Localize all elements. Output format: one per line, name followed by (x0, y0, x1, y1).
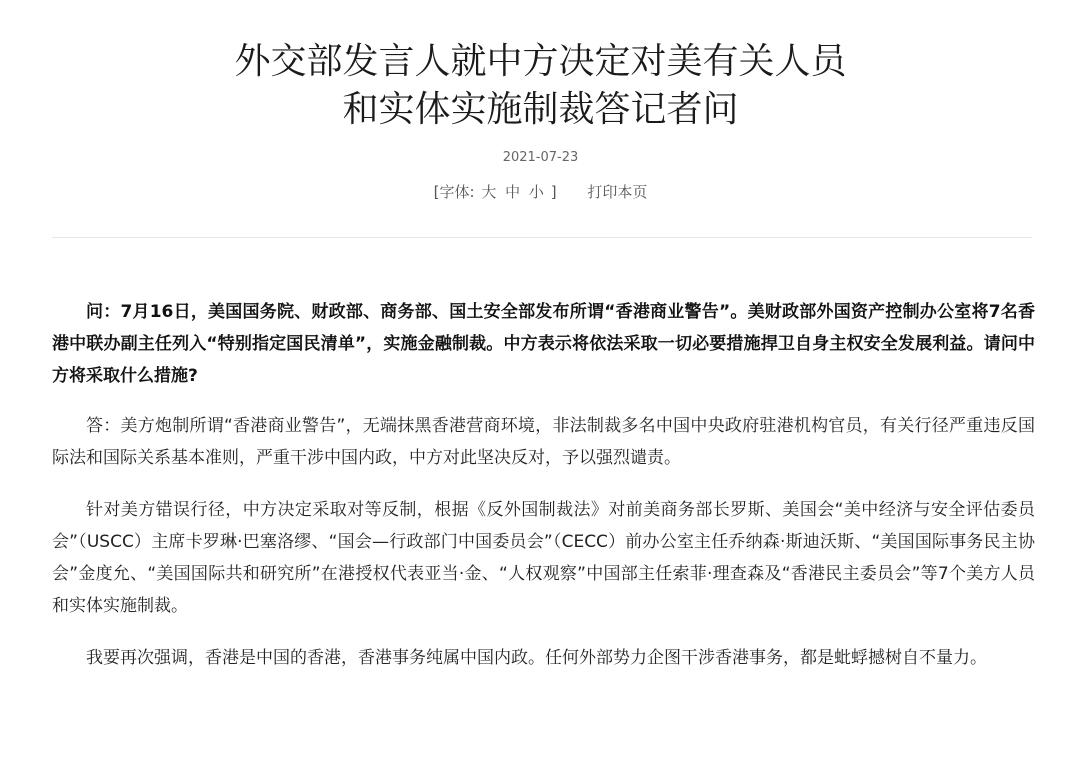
font-size-small-button[interactable]: 小 (528, 183, 544, 201)
answer-paragraph: 答：美方炮制所谓“香港商业警告”，无端抹黑香港营商环境，非法制裁多名中国中央政府驻港机构官员，有关行径严重违反国际法和国际关系基本准则，严重干涉中国内政，中方对此坚决反对，予以强烈谴责。 (52, 416, 1035, 468)
article-tools (0, 181, 1081, 202)
article-title-line-2: 和实体实施制裁答记者问 (342, 89, 739, 130)
article-title (0, 38, 1081, 134)
print-page-link[interactable]: 打印本页 (587, 183, 648, 201)
font-size-label-suffix: ] (550, 183, 557, 201)
body-paragraph: 我要再次强调，香港是中国的香港，香港事务纯属中国内政。任何外部势力企图干涉香港事务，都是蚍蜉撼树自不量力。 (86, 648, 987, 668)
header-divider (52, 237, 1032, 238)
font-size-control (434, 181, 557, 202)
body-paragraph: 针对美方错误行径，中方决定采取对等反制，根据《反外国制裁法》对前美商务部长罗斯、美国会“美中经济与安全评估委员会”（USCC）主席卡罗琳·巴塞洛缪、“国会—行政部门中国委员会”（CECC）前办公室主任乔纳森·斯迪沃斯、“美国国际事务民主协会”金度允、“美国国际共和研究所”在港授权代表亚当·金、“人权观察”中国部主任索菲·理查森及“香港民主委员会”等7个美方人员和实体实施制裁。 (52, 500, 1035, 616)
font-size-large-button[interactable]: 大 (481, 183, 497, 201)
font-size-medium-button[interactable]: 中 (505, 183, 521, 201)
article-body (52, 296, 1035, 694)
question-paragraph: 问：7月16日，美国国务院、财政部、商务部、国土安全部发布所谓“香港商业警告”。美财政部外国资产控制办公室将7名香港中联办副主任列入“特别指定国民清单”，实施金融制裁。中方表示将依法采取一切必要措施捍卫自身主权安全发展利益。请问中方将采取什么措施? (52, 302, 1035, 386)
publish-date: 2021-07-23 (502, 150, 579, 165)
font-size-label-prefix: [字体: (433, 183, 475, 201)
article-title-line-1: 外交部发言人就中方决定对美有关人员 (234, 41, 847, 82)
